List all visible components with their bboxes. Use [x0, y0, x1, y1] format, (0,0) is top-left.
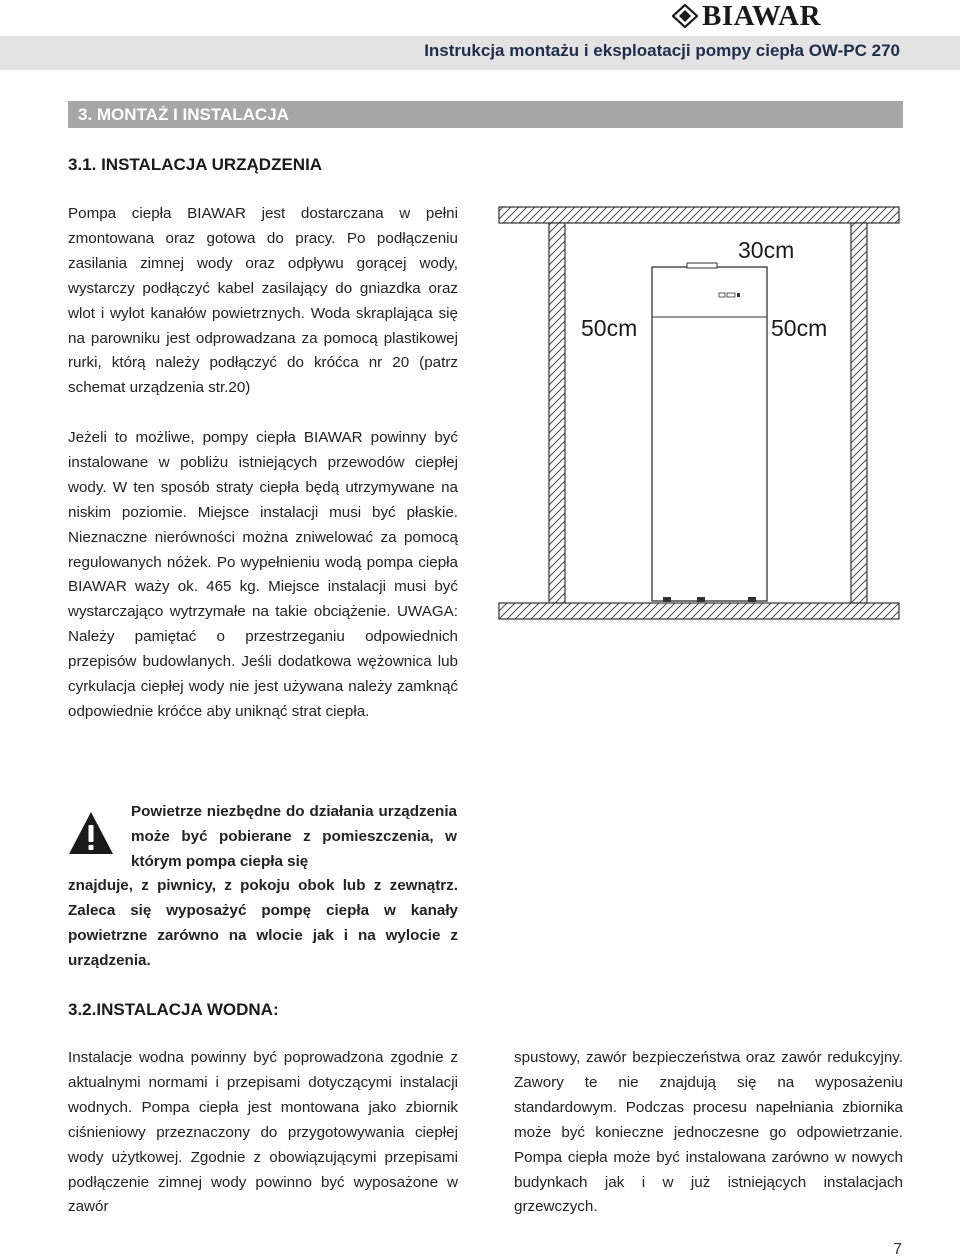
- floor: [499, 603, 899, 619]
- subsection-title-installation: 3.1. INSTALACJA URZĄDZENIA: [68, 155, 323, 174]
- paragraph-water-left: Instalacje wodna powinny być poprowadzona zgodnie z aktualnymi normami i przepisami dotyczącymi instalacji wodnych. Pompa ciepła jest montowana jako zbiornik ciśnieniowy przeznaczony do przygotowywania ciepłej wody użytkowej. Zgodnie z obowiązującymi przepisami podłączenie zimnej wody powinno być wyposażone w zawór: [68, 1049, 458, 1216]
- document-title: Instrukcja montażu i eksploatacji pompy ciepła OW-PC 270: [424, 41, 900, 60]
- logo-mark-icon: [672, 4, 698, 28]
- paragraph-installation-intro: Pompa ciepła BIAWAR jest dostarczana w pełni zmontowana oraz gotowa do pracy. Po podłączeniu zasilania zimnej wody oraz odpływu gorącej wody, wystarczy podłączyć kabel zasilający do gniazdka oraz wlot i wylot kanałów powietrznych. Woda skraplająca się na parowniku jest odprowadzana za pomocą plastikowej rurki, którą należy podłączyć do króćca nr 20 (patrz schemat urządzenia str.20): [68, 205, 458, 397]
- warning-icon: [68, 810, 114, 856]
- subsection-title-water: 3.2.INSTALACJA WODNA:: [68, 1000, 279, 1019]
- left-wall: [549, 223, 565, 603]
- clearance-label-right: 50cm: [771, 315, 828, 341]
- clearance-label-left: 50cm: [581, 315, 638, 341]
- clearance-drawing: [497, 205, 907, 625]
- paragraph-installation-location: Jeżeli to możliwe, pompy ciepła BIAWAR powinny być instalowane w pobliżu istniejących przewodów ciepłej wody. W ten sposób straty ciepła będą utrzymywane na niskim poziomie. Miejsce instalacji musi być płaskie. Nieznaczne nierówności można zniwelować za pomocą regulowanych nóżek. Po wypełnieniu wodą pompa ciepła BIAWAR waży ok. 465 kg. Miejsce instalacji musi być wystarczająco wytrzymałe na takie obciążenie. UWAGA: Należy pamiętać o przestrzeganiu odpowiednich przepisów budowlanych. Jeśli dodatkowa wężownica lub cyrkulacja ciepłej wody nie jest używana należy zamknąć odpowiednie króćce aby uniknąć strat ciepła.: [68, 429, 458, 720]
- warning-text-head: Powietrze niezbędne do działania urządzenia może być pobierane z pomieszczenia, w którym pompa ciepła się: [131, 803, 457, 870]
- brand-logo: [672, 2, 821, 30]
- warning-text-body: znajduje, z piwnicy, z pokoju obok lub z zewnątrz. Zaleca się wyposażyć pompę ciepła w kanały powietrzne zarówno na wlocie jak i na wylocie z urządzenia.: [68, 877, 458, 969]
- page-number: 7: [893, 1241, 902, 1258]
- section-title: 3. MONTAŻ I INSTALACJA: [78, 105, 289, 124]
- right-wall: [851, 223, 867, 603]
- ceiling: [499, 207, 899, 223]
- paragraph-water-right: spustowy, zawór bezpieczeństwa oraz zawór redukcyjny. Zawory te nie znajdują się na wyposażeniu standardowym. Podczas procesu napełniania zbiornika może być konieczne jednoczesne go odpowietrzanie. Pompa ciepła może być instalowana zarówno w nowych budynkach jak i w już istniejących instalacjach grzewczych.: [514, 1049, 903, 1216]
- clearance-diagram: [497, 205, 907, 630]
- logo-text: BIAWAR: [702, 0, 822, 32]
- clearance-label-top: 30cm: [738, 237, 795, 263]
